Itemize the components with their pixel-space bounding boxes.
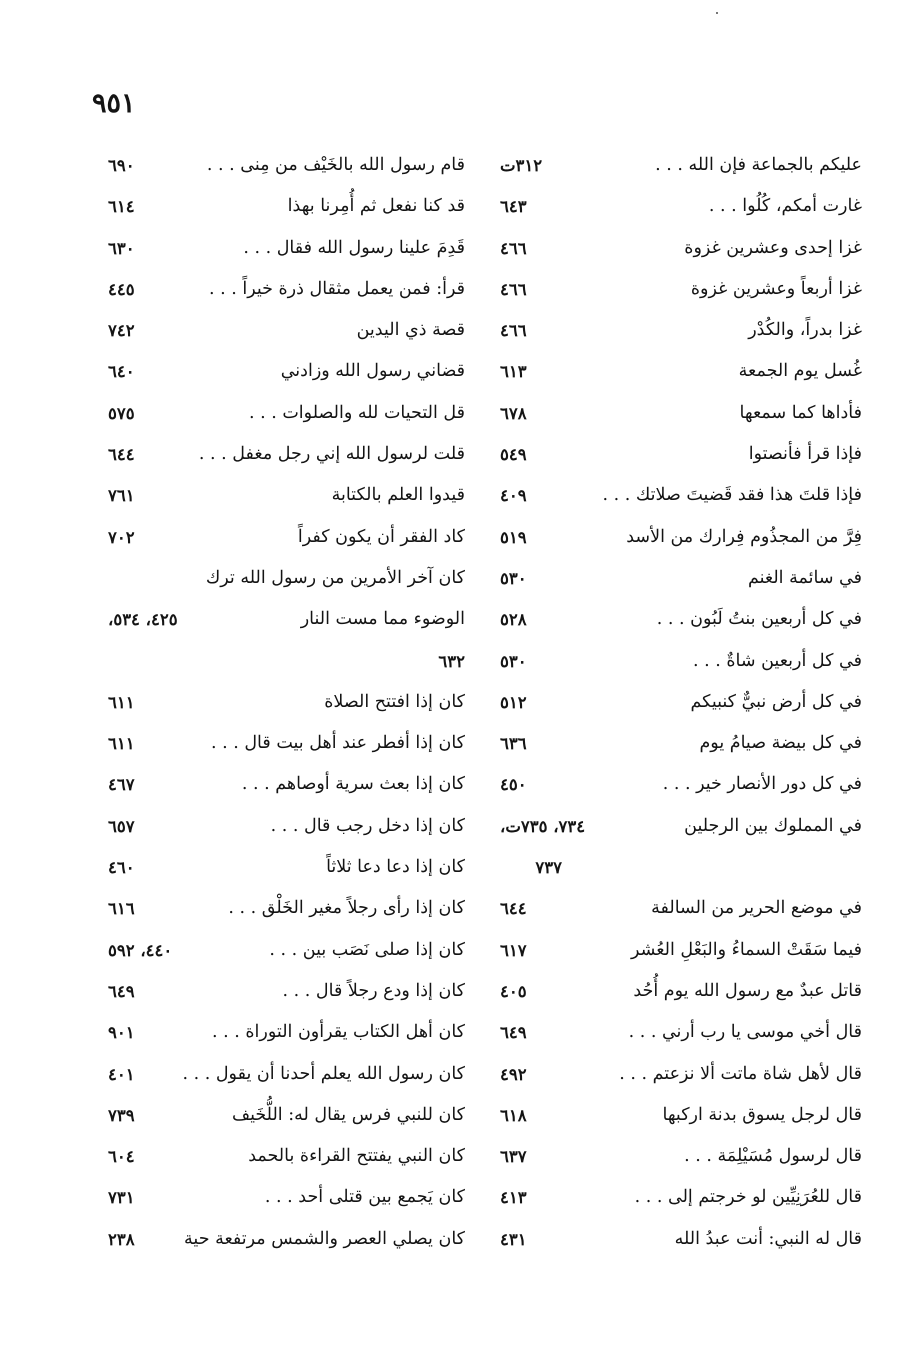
- index-entry: [100, 1054, 465, 1095]
- entry-text: فِرَّ من المجذُوم فِرارك من الأسد: [626, 526, 862, 547]
- index-entry: [492, 351, 862, 392]
- entry-text: كان أهل الكتاب يقرأون التوراة . . .: [212, 1022, 465, 1043]
- entry-page-number: ٦٣٢: [438, 651, 465, 671]
- entry-text: فإذا قلتَ هذا فقد قَضيتَ صلاتك . . .: [602, 485, 862, 506]
- entry-text: في كل دور الأنصار خير . . .: [662, 774, 862, 795]
- entry-page-number: ٥١٢: [500, 692, 527, 712]
- entry-text: كان إذا أفطر عند أهل بيت قال . . .: [210, 733, 465, 754]
- entry-text: قاتل عبدٌ مع رسول الله يوم أُحُد: [633, 980, 862, 1001]
- entry-page-number: ٤٠٩: [500, 486, 527, 506]
- entry-page-number: ٧٣٩: [108, 1105, 135, 1125]
- index-entry: [100, 558, 465, 599]
- index-entry: [100, 764, 465, 805]
- index-entry: [100, 599, 465, 640]
- index-entry: [492, 1012, 862, 1053]
- entry-page-number: ٦٣٦: [500, 734, 527, 754]
- entry-page-number: ٦٧٨: [500, 403, 527, 423]
- entry-text: فأداها كما سمعها: [739, 402, 862, 423]
- page-number: ٩٥١: [92, 88, 136, 119]
- index-entry: [100, 145, 465, 186]
- entry-page-number: ٥٧٥: [108, 403, 135, 423]
- entry-page-number: ٢٣٨: [108, 1229, 135, 1249]
- index-entry: [492, 186, 862, 227]
- entry-page-number: ٦٠٤: [108, 1147, 135, 1167]
- index-entry: [100, 475, 465, 516]
- entry-page-number: ٦٣٠: [108, 238, 135, 258]
- index-entry: [492, 1219, 862, 1260]
- index-entry: [100, 1012, 465, 1053]
- entry-page-number: ٦٤٤: [500, 899, 527, 919]
- index-entry: [100, 228, 465, 269]
- entry-page-number: ٦١٣: [500, 362, 527, 382]
- entry-page-number: ٤٠٥: [500, 981, 527, 1001]
- index-entry: [100, 888, 465, 929]
- entry-text: كان إذا صلى نَصَب بين . . .: [269, 939, 465, 960]
- index-entry: [100, 186, 465, 227]
- index-entry: [492, 764, 862, 805]
- entry-page-number: ٥٣٠: [500, 568, 527, 588]
- entry-text: كان إذا افتتح الصلاة: [324, 691, 465, 712]
- entry-text: كان إذا دعا دعا ثلاثاً: [326, 857, 465, 878]
- entry-page-number: ٥٤٩: [500, 445, 527, 465]
- entry-text: الوضوء مما مست النار: [300, 609, 465, 630]
- index-entry: [100, 723, 465, 764]
- entry-text: كان رسول الله يعلم أحدنا أن يقول . . .: [182, 1063, 465, 1084]
- entry-page-number: ٤٦٦: [500, 279, 527, 299]
- index-entry: [492, 1054, 862, 1095]
- entry-text: غزا بدراً، والكُدْر: [748, 320, 862, 341]
- entry-text: قال أخي موسى يا رب أرني . . .: [628, 1022, 862, 1043]
- index-entry: [492, 434, 862, 475]
- entry-page-number: ٥١٩: [500, 527, 527, 547]
- index-entry: [100, 1219, 465, 1260]
- index-entry: [492, 1177, 862, 1218]
- entry-text: قَدِمَ علينا رسول الله فقال . . .: [243, 237, 465, 258]
- entry-page-number: ٤٦٦: [500, 321, 527, 341]
- entry-page-number: ٩٠١: [108, 1023, 135, 1043]
- entry-page-number: ٦٤٩: [500, 1023, 527, 1043]
- index-entry: [100, 806, 465, 847]
- index-entry: [100, 641, 465, 682]
- entry-page-number: ٤٩٢: [500, 1064, 527, 1084]
- entry-page-number: ٤٤٠، ٥٩٢: [108, 940, 173, 960]
- index-entry: [492, 228, 862, 269]
- entry-page-number: ٥٣٠: [500, 651, 527, 671]
- entry-text: فإذا قرأ فأنصتوا: [748, 444, 862, 465]
- entry-text: كاد الفقر أن يكون كفراً: [297, 526, 465, 547]
- entry-text: في كل بيضة صيامُ يوم: [699, 733, 862, 754]
- entry-text: غزا إحدى وعشرين غزوة: [684, 237, 862, 258]
- entry-text: قال له النبي: أنت عبدُ الله: [674, 1228, 862, 1249]
- entry-text: قال للعُرَنِيِّين لو خرجتم إلى . . .: [634, 1187, 862, 1208]
- entry-page-number: ٧٣١: [108, 1188, 135, 1208]
- entry-page-number: ٦٤٠: [108, 362, 135, 382]
- index-entry: [100, 517, 465, 558]
- entry-page-number: ٧٠٢: [108, 527, 135, 547]
- index-entry: [492, 599, 862, 640]
- entry-page-number: ٤٥٠: [500, 775, 527, 795]
- entry-text: قلت لرسول الله إني رجل مغفل . . .: [198, 444, 465, 465]
- entry-page-number: ٦٤٣: [500, 197, 527, 217]
- entry-text: غارت أمكم، كُلُوا . . .: [708, 196, 862, 217]
- index-entry: [492, 269, 862, 310]
- index-entry: [100, 971, 465, 1012]
- entry-text: قام رسول الله بالخَيْف من مِنى . . .: [206, 155, 465, 175]
- index-entry: [100, 269, 465, 310]
- entry-page-number: ٤١٣: [500, 1188, 527, 1208]
- entry-text: قال لرجل يسوق بدنة اركبها: [662, 1104, 862, 1125]
- entry-text: غزا أربعاً وعشرين غزوة: [690, 278, 862, 299]
- index-entry: [492, 847, 862, 888]
- entry-text: في كل أرض نبيٌّ كنبيكم: [690, 691, 862, 712]
- entry-page-number: ٦١٨: [500, 1105, 527, 1125]
- index-entry: [100, 682, 465, 723]
- entry-page-number: ٦١٦: [108, 899, 135, 919]
- entry-page-number: ٣١٢ت: [500, 156, 543, 175]
- entry-text: كان يصلي العصر والشمس مرتفعة حية: [184, 1228, 465, 1249]
- index-entry: [492, 641, 862, 682]
- index-entry: [492, 475, 862, 516]
- entry-page-number: ٥٢٨: [500, 610, 527, 630]
- entry-text: قد كنا نفعل ثم أُمِرنا بهذا: [287, 196, 465, 217]
- entry-page-number: ٦٤٩: [108, 981, 135, 1001]
- entry-text: في المملوك بين الرجلين: [684, 815, 862, 836]
- entry-page-number: ٧٦١: [108, 486, 135, 506]
- index-entry: [492, 145, 862, 186]
- index-column-right: [492, 145, 862, 1260]
- index-entry: [492, 393, 862, 434]
- entry-text: قصة ذي اليدين: [356, 320, 465, 341]
- index-entry: [100, 930, 465, 971]
- entry-page-number: ٤٣١: [500, 1229, 527, 1249]
- entry-page-number: ٦١١: [108, 692, 135, 712]
- entry-page-number: ٤٦٠: [108, 858, 135, 878]
- entry-page-number: ٦٤٤: [108, 445, 135, 465]
- top-dot: [716, 12, 718, 14]
- index-entry: [100, 310, 465, 351]
- entry-page-number: ٧٣٧: [535, 858, 562, 878]
- entry-text: كان يَجمع بين قتلى أحد . . .: [264, 1187, 465, 1208]
- index-entry: [492, 517, 862, 558]
- index-entry: [100, 393, 465, 434]
- index-column-left: [100, 145, 465, 1260]
- index-entry: [492, 1095, 862, 1136]
- entry-text: كان إذا ودع رجلاً قال . . .: [282, 980, 465, 1001]
- entry-page-number: ٤٤٥: [108, 279, 135, 299]
- entry-text: قل التحيات لله والصلوات . . .: [248, 402, 465, 423]
- entry-text: قال لرسول مُسَيْلِمَة . . .: [684, 1146, 862, 1167]
- index-entry: [492, 971, 862, 1012]
- entry-page-number: ٧٤٢: [108, 321, 135, 341]
- index-entry: [100, 434, 465, 475]
- entry-text: كان إذا بعث سرية أوصاهم . . .: [241, 774, 465, 795]
- entry-page-number: ٦١٧: [500, 940, 527, 960]
- entry-text: في كل أربعين شاةٌ . . .: [693, 650, 862, 671]
- entry-text: كان للنبي فرس يقال له: اللُّخَيف: [231, 1104, 465, 1125]
- entry-text: كان إذا دخل رجب قال . . .: [270, 815, 465, 836]
- index-entry: [492, 310, 862, 351]
- entry-page-number: ٦١١: [108, 734, 135, 754]
- index-entry: [100, 847, 465, 888]
- index-entry: [492, 806, 862, 847]
- entry-page-number: ٦٥٧: [108, 816, 135, 836]
- entry-text: قال لأهل شاة ماتت ألا نزعتم . . .: [619, 1063, 862, 1084]
- index-entry: [100, 1177, 465, 1218]
- index-entry: [492, 930, 862, 971]
- entry-page-number: ٦١٤: [108, 197, 135, 217]
- entry-page-number: ٦٩٠: [108, 156, 135, 175]
- entry-page-number: ٤٢٥، ٥٣٤،: [108, 610, 178, 630]
- entry-text: قضاني رسول الله وزادني: [280, 361, 465, 382]
- index-entry: [492, 723, 862, 764]
- entry-text: في كل أربعين بنتُ لَبُون . . .: [656, 609, 862, 630]
- entry-text: في سائمة الغنم: [747, 567, 862, 588]
- entry-page-number: ٤٦٧: [108, 775, 135, 795]
- index-entry: [100, 351, 465, 392]
- index-entry: [492, 1136, 862, 1177]
- entry-page-number: ٤٠١: [108, 1064, 135, 1084]
- entry-text: كان آخر الأمرين من رسول الله ترك: [205, 567, 465, 588]
- entry-text: فيما سَقَتْ السماءُ والبَعْلِ العُشر: [630, 939, 862, 960]
- entry-text: في موضع الحرير من السالفة: [651, 898, 862, 919]
- index-entry: [492, 682, 862, 723]
- entry-text: قرأ: فمن يعمل مثقال ذرة خيراً . . .: [208, 278, 465, 299]
- entry-text: عليكم بالجماعة فإن الله . . .: [655, 155, 862, 175]
- entry-text: غُسل يوم الجمعة: [738, 361, 862, 382]
- entry-text: قيدوا العلم بالكتابة: [331, 485, 465, 506]
- entry-page-number: ٧٣٤، ٧٣٥ت،: [500, 816, 586, 836]
- index-entry: [100, 1095, 465, 1136]
- index-entry: [492, 558, 862, 599]
- index-entry: [492, 888, 862, 929]
- entry-page-number: ٦٣٧: [500, 1147, 527, 1167]
- index-entry: [100, 1136, 465, 1177]
- entry-text: كان إذا رأى رجلاً مغير الخَلْق . . .: [228, 898, 465, 919]
- entry-page-number: ٤٦٦: [500, 238, 527, 258]
- entry-text: كان النبي يفتتح القراءة بالحمد: [248, 1146, 465, 1167]
